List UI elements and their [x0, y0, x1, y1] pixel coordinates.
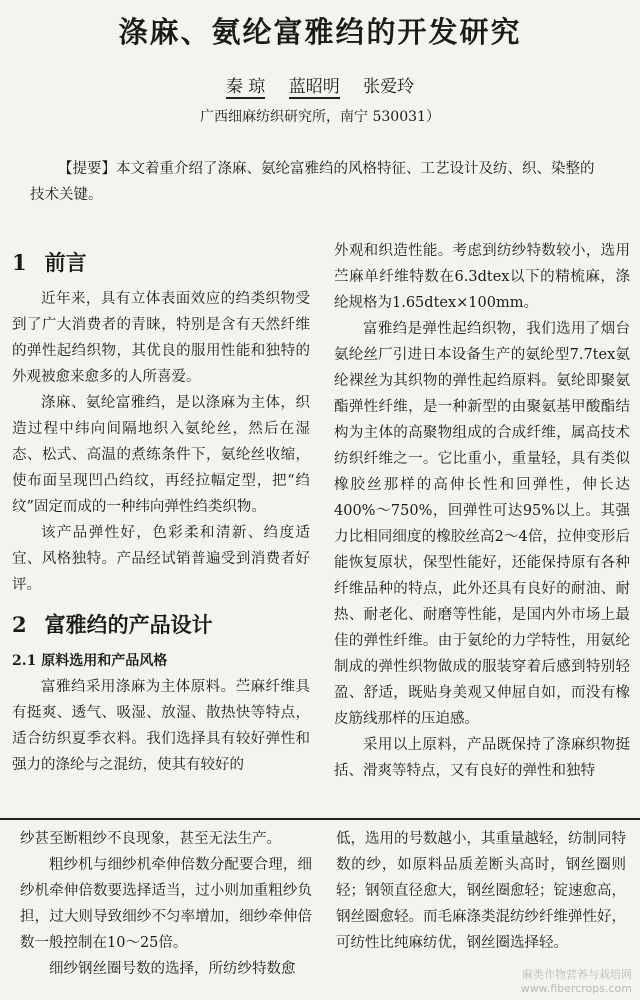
left-column: [12, 244, 310, 778]
paragraph-continued: 外观和织造性能。考虑到纺纱特数较小，选用苎麻单纤维特数在6.3dtex以下的精梳麻，涤纶规格为1.65dtex×100mm。: [334, 243, 630, 311]
abstract: 【提要】本文着重介绍了涤麻、氨纶富雅绉的风格特征、工艺设计及纺、织、染整的技术关键。: [30, 161, 595, 203]
section-1-number: 1: [12, 250, 27, 275]
section-2-heading: [12, 612, 310, 638]
page-divider: [0, 818, 640, 820]
watermark-name: 麻类作物营养与栽培网: [522, 968, 632, 981]
subsection-2-1-heading: 2.1 原料选用和产品风格: [12, 653, 168, 669]
bottom-left-column: [20, 826, 312, 982]
paragraph: 富雅绉是弹性起绉织物，我们选用了烟台氨纶丝厂引进日本设备生产的氨纶型7.7tex氨纶裸丝为其织物的弹性起绉原料。氨纶即聚氨酯弹性纤维，是一种新型的由聚氨基甲酸酯结构为主体的高聚物组成的合成纤维，属高技术纺织纤维之一。它比重小，重量轻，具有类似橡胶丝那样的高伸长性和回弹性，伸长达400%～750%，回弹性可达95%以上。其强力比相同细度的橡胶丝高2～4倍，拉伸变形后能恢复原状，保型性能好，还能保持原有各种纤维品种的特点，此外还具有良好的耐油、耐热、耐老化、耐磨等性能，是国内外市场上最佳的弹性纤维。由于氨纶的力学特性，用氨纶制成的弹性织物做成的服装穿着后感到特别轻盈、舒适，既贴身美观又伸屈自如，而没有橡皮筋线那样的压迫感。: [334, 321, 630, 727]
paragraph: 富雅绉采用涤麻为主体原料。苎麻纤维具有挺爽、透气、吸湿、放湿、散热快等特点，适合纺织夏季衣料。我们选择具有较好弹性和强力的涤纶与之混纺，使其有较好的: [12, 679, 310, 773]
paragraph: 粗纱机与细纱机牵伸倍数分配要合理，细纱机牵伸倍数要选择适当，过小则加重粗纱负担，过大则导致细纱不匀率增加，细纱牵伸倍数一般控制在10～25倍。: [20, 857, 312, 951]
affiliation: 广西细麻纺织研究所，南宁 530031）: [200, 109, 440, 125]
right-column: [334, 238, 630, 784]
paragraph-continued: 纱甚至断粗纱不良现象，甚至无法生产。: [20, 831, 281, 847]
author-1: 秦 琼: [225, 77, 266, 97]
paragraph-continued: 低，选用的号数越小，其重量越轻，纺制同特数的纱，如原料品质差断头高时，钢丝圈则轻；钢领直径愈大，钢丝圈愈轻；锭速愈高，钢丝圈愈轻。而毛麻涤类混纺纱纤维弹性好，可纺性比纯麻纺优，钢丝圈选择轻。: [336, 831, 626, 951]
author-2: 蓝昭明: [288, 77, 340, 97]
paragraph: 近年来，具有立体表面效应的绉类织物受到了广大消费者的青睐，特别是含有天然纤维的弹性起绉织物，其优良的服用性能和独特的外观被愈来愈多的人所喜爱。: [12, 291, 310, 385]
paragraph: 采用以上原料，产品既保持了涤麻织物挺括、滑爽等特点，又有良好的弹性和独特: [334, 737, 630, 779]
section-2-title: 富雅绉的产品设计: [44, 612, 213, 637]
author-list: [0, 72, 640, 97]
section-1-heading: [12, 250, 310, 276]
bottom-right-column: [336, 826, 626, 956]
section-2-number: 2: [12, 612, 27, 637]
author-3: 张爱玲: [363, 77, 415, 97]
paragraph: 该产品弹性好，色彩柔和清新、绉度适宜、风格独特。产品经试销普遍受到消费者好评。: [12, 525, 310, 593]
paragraph: 涤麻、氨纶富雅绉，是以涤麻为主体，织造过程中纬向间隔地织入氨纶丝，然后在湿态、松式、高温的煮练条件下，氨纶丝收缩，使布面呈现凹凸绉纹，再经拉幅定型，把“绉纹”固定而成的一种纬向弹性绉类织物。: [12, 395, 310, 515]
watermark: [521, 968, 632, 996]
paper-title: 涤麻、氨纶富雅绉的开发研究: [118, 15, 522, 49]
section-1-title: 前言: [44, 250, 87, 275]
watermark-url: www.fibercrops.com: [520, 982, 632, 995]
paragraph: 细纱钢丝圈号数的选择，所纺纱特数愈: [49, 961, 296, 977]
